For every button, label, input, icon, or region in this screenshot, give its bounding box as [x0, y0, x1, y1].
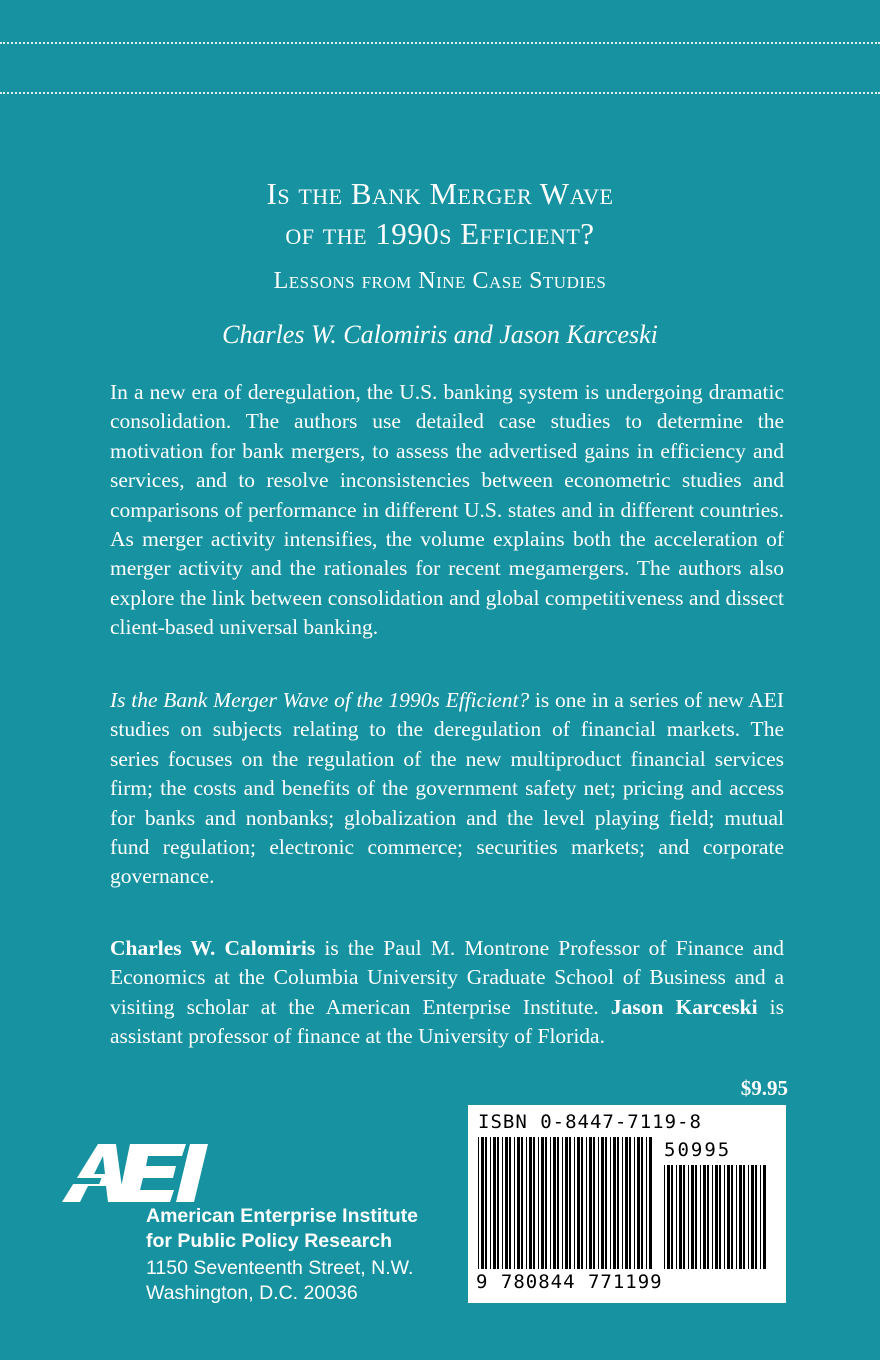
barcode-bar: [637, 1137, 640, 1269]
barcode-bar: [691, 1165, 694, 1269]
barcode-bar: [598, 1137, 599, 1269]
isbn-text: ISBN 0-8447-7119-8: [478, 1111, 702, 1133]
ean-barcode: [478, 1137, 654, 1269]
barcode-bar: [493, 1137, 496, 1269]
top-dotted-rule-2: [0, 92, 880, 94]
barcode-bar: [700, 1165, 701, 1269]
barcode-bar: [731, 1165, 733, 1269]
barcode-bar: [751, 1165, 754, 1269]
barcode-bar: [622, 1137, 623, 1269]
barcode-panel: [468, 1105, 786, 1303]
barcode-bar: [707, 1165, 709, 1269]
barcode-bar: [743, 1165, 745, 1269]
barcode-bar: [629, 1137, 631, 1269]
barcode-bar: [565, 1137, 568, 1269]
book-subtitle: Lessons from Nine Case Studies: [273, 268, 607, 294]
barcode-bar: [505, 1137, 508, 1269]
barcode-bar: [526, 1137, 527, 1269]
barcode-bar: [485, 1137, 487, 1269]
barcode-bar: [649, 1137, 652, 1269]
barcode-bar: [703, 1165, 706, 1269]
barcode-bar: [688, 1165, 689, 1269]
series-book-title: Is the Bank Merger Wave of the 1990s Efficient?: [110, 688, 530, 712]
barcode-bar: [605, 1137, 607, 1269]
barcode-bar: [610, 1137, 611, 1269]
barcode-bar: [601, 1137, 604, 1269]
addon-barcode: [664, 1165, 768, 1269]
barcode-bar: [521, 1137, 523, 1269]
barcode-bar: [736, 1165, 737, 1269]
barcode-bar: [553, 1137, 556, 1269]
barcode-bar: [557, 1137, 559, 1269]
series-description: is one in a series of new AEI studies on subjects relating to the deregulation of financial markets. The series focuses on the regulation of the new multiproduct financial services firm; the costs and benefits of the government safety net; pricing and access for banks and nonbanks; globalization and the level playing field; mutual fund regulation; electronic commerce; securities markets; and corporate governance.: [110, 688, 784, 889]
barcode-bar: [478, 1137, 479, 1269]
barcode-bar: [577, 1137, 580, 1269]
barcode-bar: [529, 1137, 532, 1269]
barcode-bar: [760, 1165, 761, 1269]
barcode-bar: [617, 1137, 619, 1269]
barcode-bar: [719, 1165, 721, 1269]
author-bios: [110, 934, 784, 1052]
barcode-bar: [593, 1137, 595, 1269]
barcode-bar: [533, 1137, 535, 1269]
barcode-bar: [550, 1137, 551, 1269]
barcode-bar: [727, 1165, 730, 1269]
barcode-bar: [679, 1165, 682, 1269]
barcode-bar: [541, 1137, 544, 1269]
price-addon-code: 50995: [664, 1139, 732, 1161]
barcode-bar: [739, 1165, 742, 1269]
publisher-address-line-1: 1150 Seventeenth Street, N.W.: [146, 1257, 414, 1279]
barcode-bar: [538, 1137, 539, 1269]
barcode-bar: [613, 1137, 616, 1269]
barcode-bar: [562, 1137, 563, 1269]
barcode-bar: [683, 1165, 685, 1269]
barcode-bar: [634, 1137, 635, 1269]
barcode-bar: [589, 1137, 592, 1269]
publisher-name-line-2: for Public Policy Research: [146, 1230, 393, 1252]
barcode-bar: [715, 1165, 718, 1269]
description-paragraph-1: In a new era of deregulation, the U.S. banking system is undergoing dramatic consolidation. The authors use detailed case studies to determine the motivation for bank mergers, to assess the advertised gains in efficiency and services, and to resolve inconsistencies between econometric studies and comparisons of performance in different U.S. states and in different countries. As merger activity intensifies, the volume explains both the acceleration of merger activity and the rationales for recent megamergers. The authors also explore the link between consolidation and global competitiveness and dissect client-based universal banking.: [110, 380, 784, 640]
barcode-bar: [748, 1165, 749, 1269]
barcode-bar: [724, 1165, 725, 1269]
barcode-bar: [569, 1137, 571, 1269]
barcode-bar: [586, 1137, 587, 1269]
author-bio-name-1: Charles W. Calomiris: [110, 936, 316, 960]
author-bio-name-2: Jason Karceski: [610, 994, 758, 1019]
barcode-bar: [667, 1165, 670, 1269]
barcode-bar: [509, 1137, 511, 1269]
barcode-bar: [671, 1165, 673, 1269]
barcode-bar: [763, 1165, 766, 1269]
barcode-bar: [574, 1137, 575, 1269]
description-paragraph-2: [110, 686, 784, 892]
barcode-bar: [514, 1137, 515, 1269]
barcode-bar: [502, 1137, 503, 1269]
barcode-bar: [625, 1137, 628, 1269]
ean-number: 9 780844 771199: [476, 1271, 663, 1293]
barcode-bar: [755, 1165, 757, 1269]
barcode-bar: [517, 1137, 520, 1269]
barcode-bar: [545, 1137, 547, 1269]
book-title-line-1: Is the Bank Merger Wave: [266, 176, 614, 211]
book-authors: Charles W. Calomiris and Jason Karceski: [222, 320, 658, 349]
barcode-bar: [646, 1137, 647, 1269]
price-label: $9.95: [740, 1076, 788, 1100]
barcode-bar: [490, 1137, 491, 1269]
barcode-bar: [581, 1137, 583, 1269]
top-dotted-rule-1: [0, 42, 880, 44]
publisher-address-line-2: Washington, D.C. 20036: [146, 1282, 358, 1304]
publisher-name-line-1: American Enterprise Institute: [146, 1205, 418, 1227]
barcode-bar: [695, 1165, 697, 1269]
barcode-bar: [481, 1137, 484, 1269]
barcode-bar: [676, 1165, 677, 1269]
book-title-line-2: of the 1990s Efficient?: [285, 216, 595, 251]
aei-logo: [58, 1138, 218, 1208]
barcode-bar: [712, 1165, 713, 1269]
barcode-bar: [641, 1137, 643, 1269]
barcode-bar: [664, 1165, 665, 1269]
author-bio-text-1: is the Paul M. Montrone Professor of Finance and Economics at the Columbia University Graduate School of Business and a visiting scholar at the American Enterprise Institute.: [110, 936, 784, 1019]
barcode-bar: [497, 1137, 499, 1269]
author-bio-text-2: is assistant professor of finance at the University of Florida.: [110, 994, 784, 1049]
